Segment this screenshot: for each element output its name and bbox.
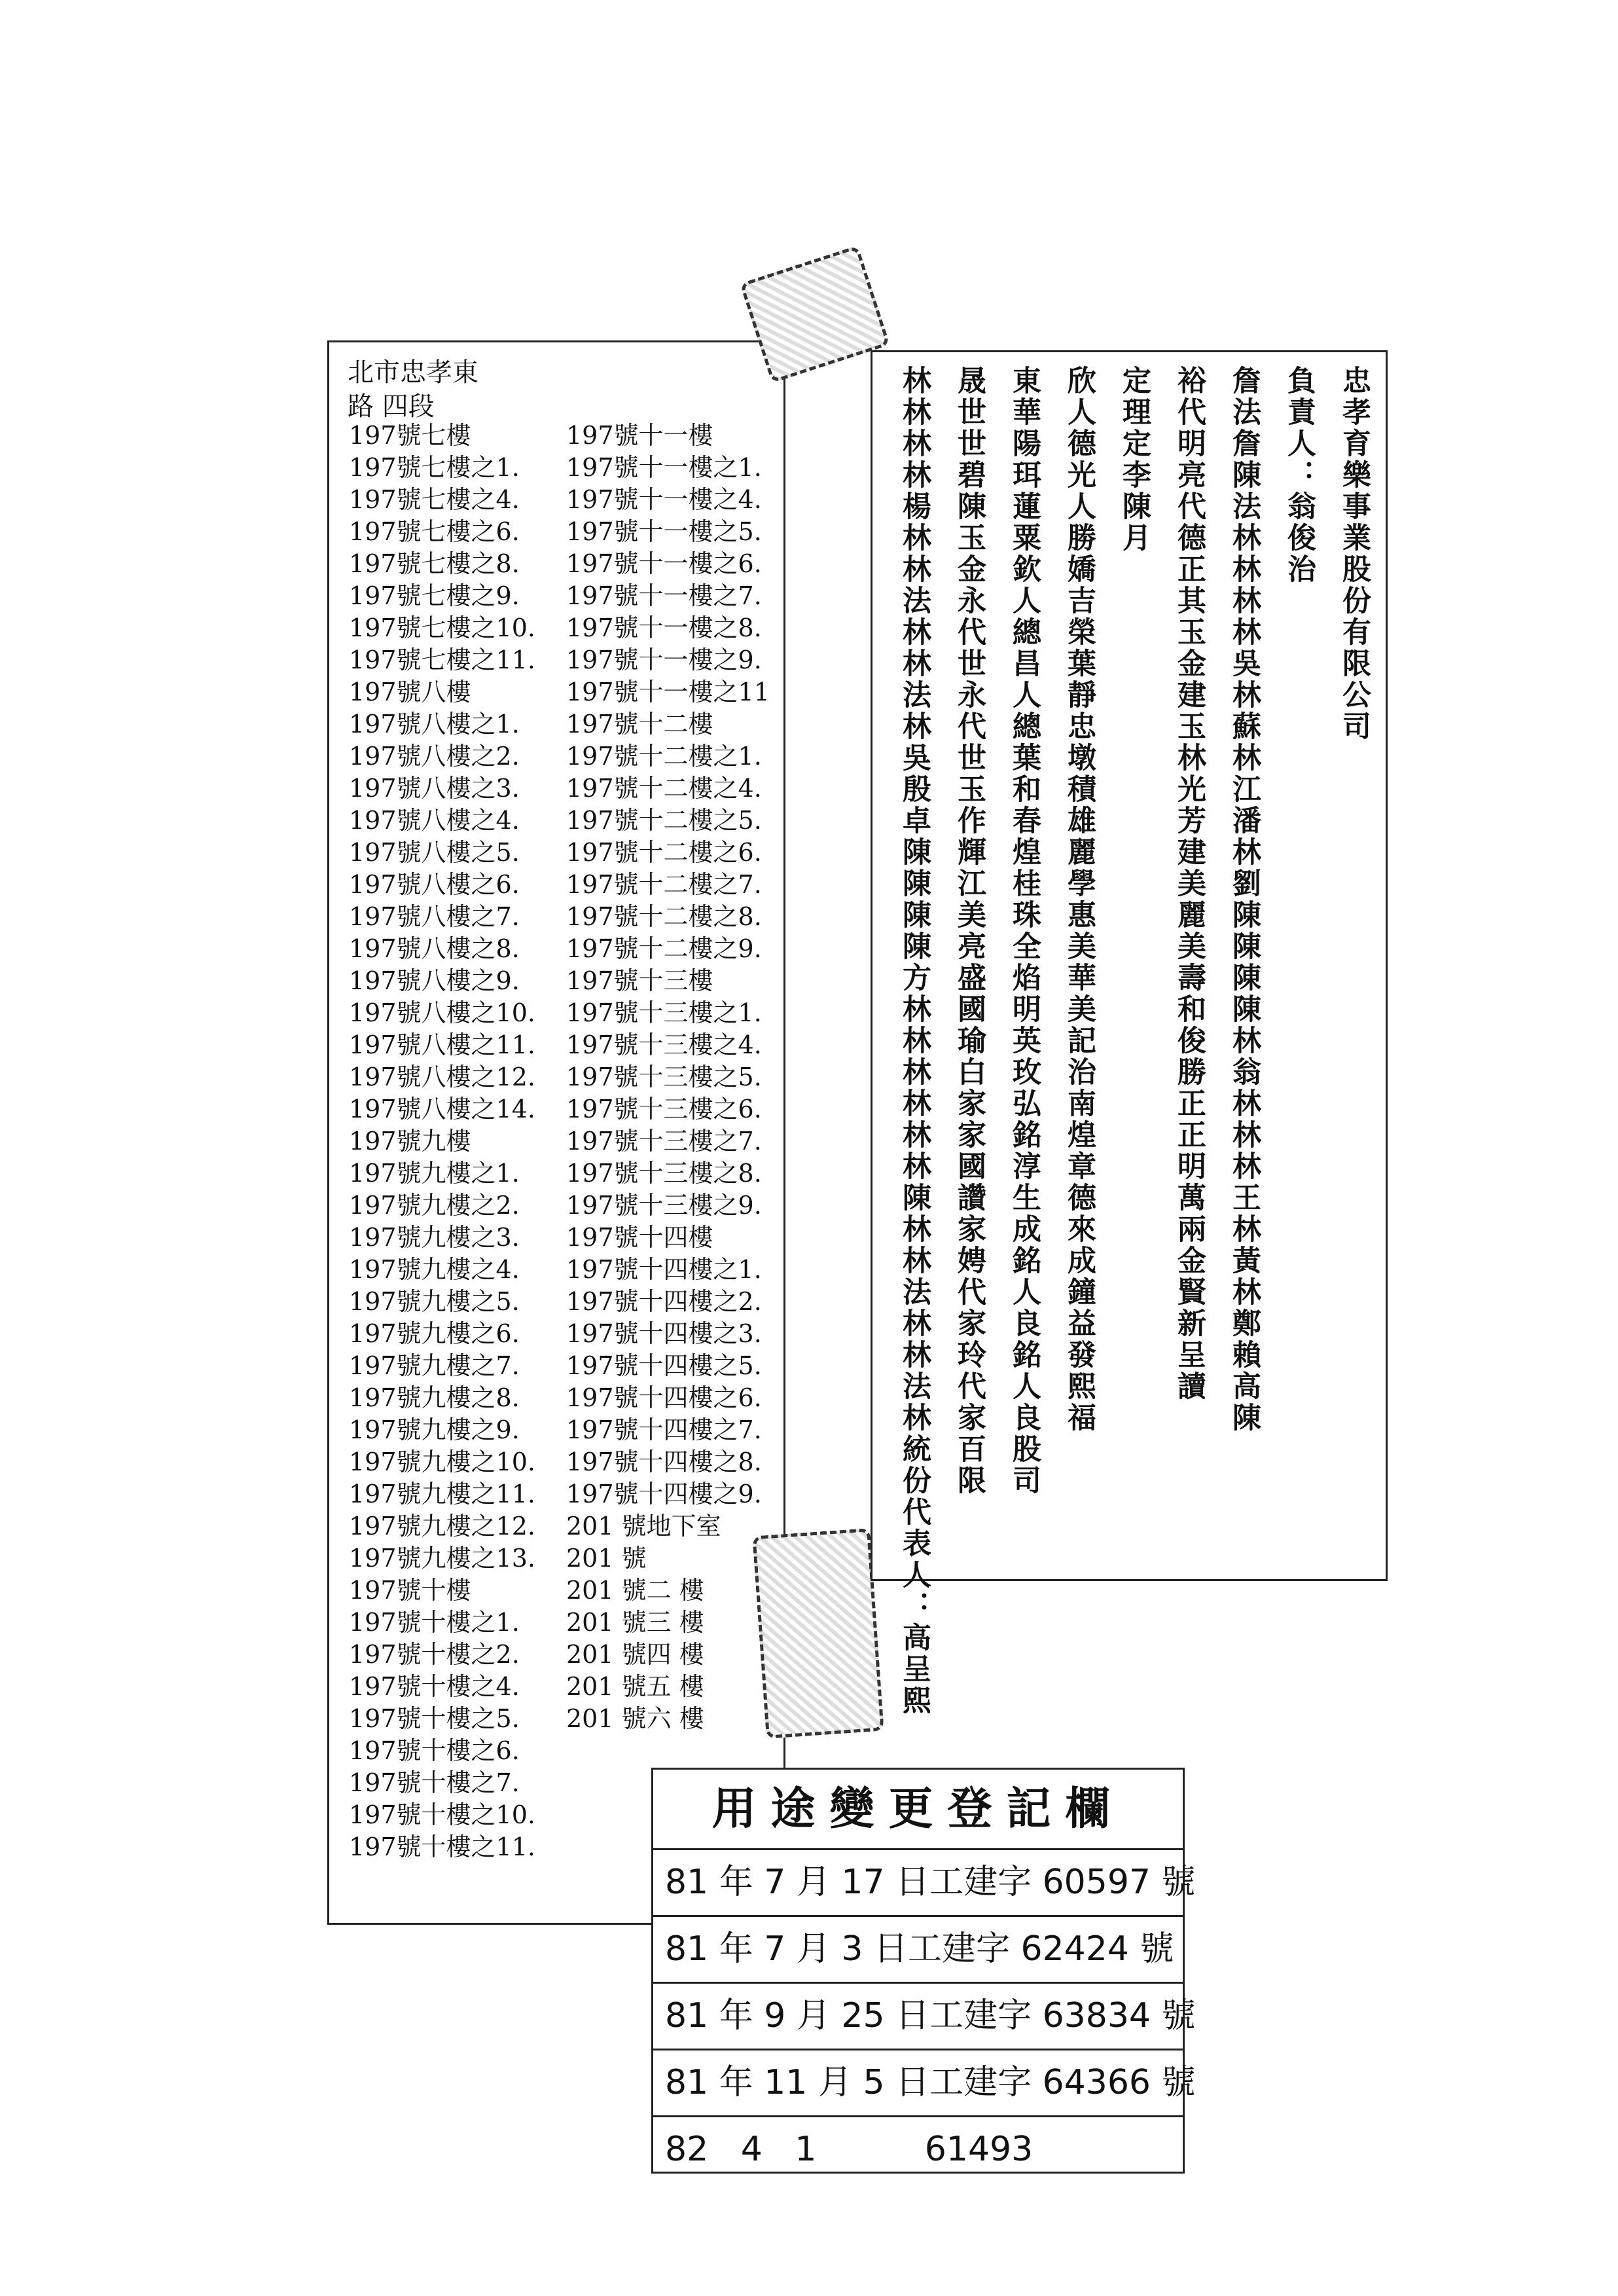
address-entry: 197號九樓之9. [349,1415,520,1444]
address-column-1 [349,420,535,1863]
address-entry: 197號九樓之10. [349,1448,535,1476]
name-column: 林林林林楊林林法林林法林吳殷卓陳陳陳陳方林林林林林林陳林林法林林法林統份代表人：高呈熙 [897,365,931,1717]
address-entry: 197號七樓之9. [349,581,520,610]
address-entry: 197號十三樓之9. [566,1191,762,1220]
address-entry: 197號十四樓之3. [566,1319,762,1348]
address-entry: 197號十四樓之6. [566,1383,762,1412]
registration-row: 81 年 9 月 25 日工建字 63834 號 [653,1984,1183,2050]
address-entry: 197號八樓之12. [349,1063,535,1091]
address-entry: 197號九樓之8. [349,1383,520,1412]
address-entry: 197號九樓之5. [349,1287,520,1316]
address-entry: 197號八樓之11. [349,1030,535,1059]
address-entry: 197號九樓之13. [349,1544,535,1573]
address-entry: 197號十三樓之1. [566,998,762,1027]
registration-title: 用途變更登記欄 [653,1770,1183,1850]
address-entry: 197號十一樓之4. [566,485,762,514]
registration-row: 81 年 11 月 5 日工建字 64366 號 [653,2050,1183,2117]
address-entry: 197號十三樓 [566,966,713,995]
registration-row: 81 年 7 月 3 日工建字 62424 號 [653,1917,1183,1984]
address-entry: 197號十一樓 [566,421,713,450]
registration-row: 82 4 1 61493 [665,2130,1034,2169]
address-entry: 197號十一樓之6. [566,549,762,578]
registration-row: 81 年 7 月 17 日工建字 60597 號 [653,1850,1183,1917]
address-entry: 197號九樓之1. [349,1159,520,1188]
address-entry: 197號十三樓之6. [566,1095,762,1123]
address-entry: 197號十三樓之8. [566,1159,762,1188]
address-entry: 197號十樓之5. [349,1704,520,1733]
address-entry: 197號九樓之4. [349,1255,520,1284]
address-entry: 201 號五 樓 [566,1672,704,1701]
address-entry: 197號九樓 [349,1127,471,1156]
address-entry: 197號十四樓之2. [566,1287,762,1316]
name-column: 定理定李陳月 [1117,365,1151,554]
address-entry: 197號八樓 [349,678,471,706]
address-entry: 197號八樓之1. [349,710,520,738]
address-entry: 197號九樓之7. [349,1351,520,1380]
address-entry: 201 號地下室 [566,1512,721,1540]
address-entry: 197號十四樓 [566,1223,713,1252]
address-entry: 197號十二樓之5. [566,806,762,835]
address-entry: 197號十一樓之9. [566,646,762,674]
address-entry: 197號八樓之9. [349,966,520,995]
address-entry: 201 號四 樓 [566,1640,704,1669]
address-entry: 197號七樓之10. [349,613,535,642]
address-entry: 197號十四樓之1. [566,1255,762,1284]
address-entry: 197號九樓之11. [349,1480,535,1508]
address-entry: 197號九樓之12. [349,1512,535,1540]
name-column: 詹法詹陳法林林林林吳林蘇林江潘林劉陳陳陳陳林翁林林林王林黃林鄭賴高陳 [1227,365,1261,1434]
name-column: 裕代明亮代德正其玉金建玉林光芳建美麗美壽和俊勝正正明萬兩金賢新呈讀 [1172,365,1206,1402]
address-entry: 197號十一樓之5. [566,517,762,546]
address-entry: 197號八樓之14. [349,1095,535,1123]
address-entry: 197號十二樓之7. [566,870,762,899]
address-entry: 197號八樓之2. [349,742,520,771]
address-entry: 197號十樓之7. [349,1768,520,1797]
address-entry: 201 號三 樓 [566,1608,704,1637]
address-entry: 197號十四樓之7. [566,1415,762,1444]
address-clipping [327,340,785,1925]
address-entry: 197號十樓之10. [349,1800,535,1829]
address-entry: 197號十二樓之4. [566,774,762,803]
address-entry: 197號十四樓之9. [566,1480,762,1508]
address-entry: 201 號六 樓 [566,1704,704,1733]
name-column: 晟世世碧陳玉金永代世永代世玉作輝江美亮盛國瑜白家家國讚家娉代家玲代家百限 [952,365,986,1497]
name-column: 忠孝育樂事業股份有限公司 [1337,365,1371,742]
name-column: 欣人德光人勝嬌吉榮葉靜忠墩積雄麗學惠美華美記治南煌章德來成鐘益發熙福 [1062,365,1096,1434]
address-entry: 197號十樓之4. [349,1672,520,1701]
address-entry: 197號十樓之1. [349,1608,520,1637]
address-entry: 197號十二樓之8. [566,902,762,931]
address-entry: 197號十三樓之7. [566,1127,762,1156]
address-entry: 197號八樓之5. [349,838,520,867]
address-entry: 201 號 [566,1544,647,1573]
address-entry: 197號十樓 [349,1576,471,1605]
address-entry: 197號八樓之10. [349,998,535,1027]
address-entry: 197號八樓之4. [349,806,520,835]
address-entry: 197號九樓之2. [349,1191,520,1220]
owner-names-clipping [871,350,1388,1717]
address-entry: 197號八樓之8. [349,934,520,963]
address-entry: 197號九樓之6. [349,1319,520,1348]
address-entry: 197號八樓之3. [349,774,520,803]
address-entry: 197號十二樓之9. [566,934,762,963]
address-entry: 197號七樓之11. [349,646,535,674]
name-column: 東華陽珥蓮粟欽人總昌人總葉和春煌桂珠全焰明英玫弘銘淳生成銘人良銘人良股司 [1007,365,1041,1497]
address-entry: 197號七樓之6. [349,517,520,546]
address-header: 北市忠孝東 路 四段 [348,357,478,422]
address-entry: 197號七樓之8. [349,549,520,578]
address-entry: 197號七樓 [349,421,471,450]
name-column: 負責人：翁俊治 [1282,365,1316,585]
address-entry: 201 號二 樓 [566,1576,704,1605]
address-column-2 [566,420,770,1735]
address-entry: 197號八樓之7. [349,902,520,931]
address-entry: 197號七樓之4. [349,485,520,514]
address-entry: 197號十三樓之4. [566,1030,762,1059]
address-entry: 197號十一樓之11 [566,678,770,706]
address-entry: 197號十一樓之8. [566,613,762,642]
address-entry: 197號十四樓之5. [566,1351,762,1380]
address-entry: 197號八樓之6. [349,870,520,899]
address-entry: 197號九樓之3. [349,1223,520,1252]
address-entry: 197號十樓之6. [349,1736,520,1765]
use-change-registration-table [651,1768,1196,2174]
stamp-seal [752,1528,884,1739]
address-entry: 197號十一樓之7. [566,581,762,610]
address-entry: 197號十二樓 [566,710,713,738]
address-entry: 197號十一樓之1. [566,453,762,482]
address-entry: 197號七樓之1. [349,453,520,482]
address-entry: 197號十四樓之8. [566,1448,762,1476]
address-entry: 197號十二樓之6. [566,838,762,867]
address-entry: 197號十樓之11. [349,1832,535,1861]
address-entry: 197號十樓之2. [349,1640,520,1669]
address-entry: 197號十二樓之1. [566,742,762,771]
address-entry: 197號十三樓之5. [566,1063,762,1091]
